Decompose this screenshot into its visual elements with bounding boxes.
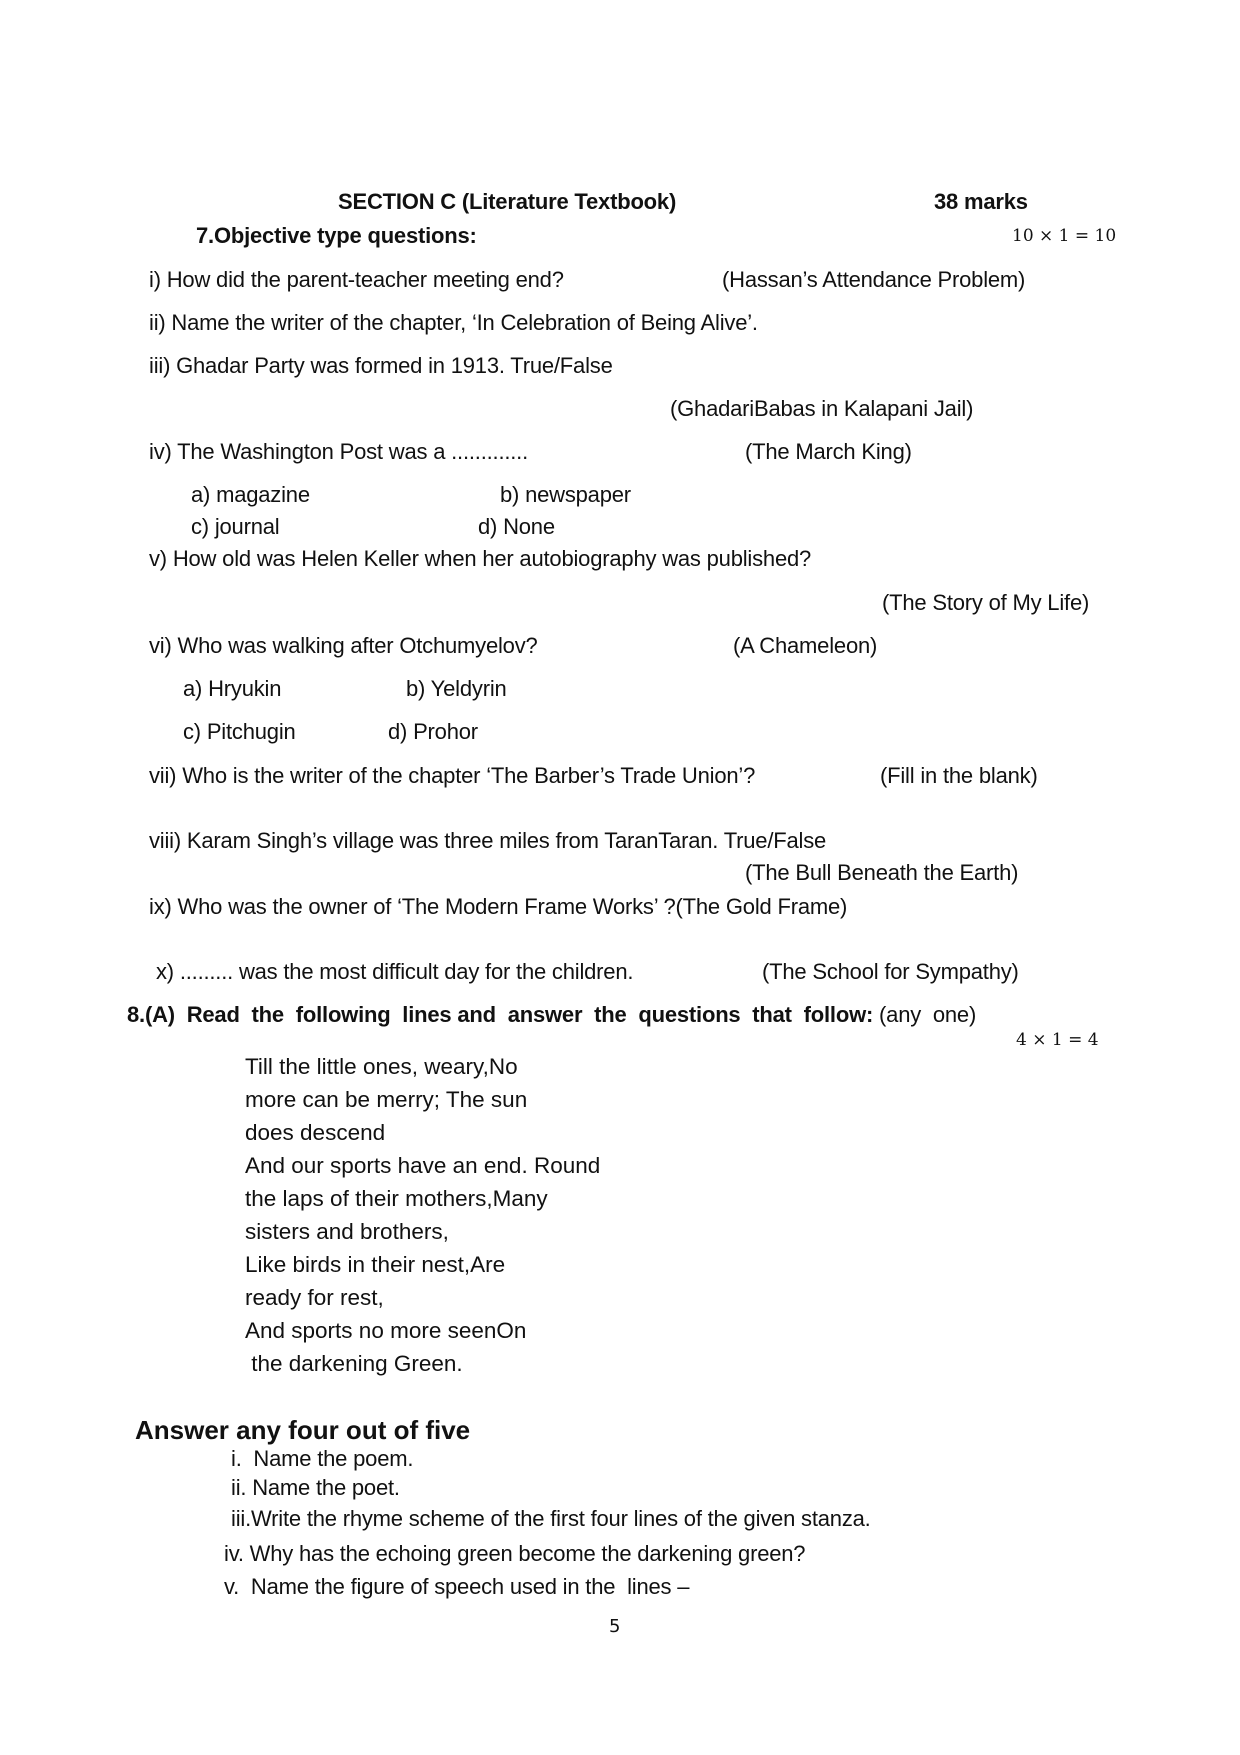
q7-item-10: x) ......... was the most difficult day for the children.: [156, 959, 634, 984]
q7-item-7-source: (Fill in the blank): [880, 763, 1038, 788]
q7-item-6-option-b: b) Yeldyrin: [406, 676, 507, 701]
q7-item-4-option-c: c) journal: [191, 514, 280, 539]
q7-item-5-source: (The Story of My Life): [882, 590, 1090, 615]
q8-heading-row: [127, 1002, 976, 1028]
q7-item-4-option-b: b) newspaper: [500, 482, 631, 507]
poem-line: sisters and brothers,: [245, 1219, 449, 1244]
q7-item-4-option-a: a) magazine: [191, 482, 310, 507]
q7-item-5: v) How old was Helen Keller when her autobiography was published?: [149, 546, 812, 571]
q7-item-3-source: (GhadariBabas in Kalapani Jail): [670, 396, 974, 421]
q7-item-7: vii) Who is the writer of the chapter ‘The Barber’s Trade Union’?: [149, 763, 756, 788]
q8-question-5: v. Name the figure of speech used in the lines –: [224, 1574, 690, 1599]
q7-item-4-option-d: d) None: [478, 514, 555, 539]
q7-item-1-source: (Hassan’s Attendance Problem): [722, 267, 1026, 292]
page-number: 5: [609, 1616, 621, 1637]
q8-sub-heading: Answer any four out of five: [135, 1415, 471, 1445]
q7-item-6-option-d: d) Prohor: [388, 719, 478, 744]
q8-marks: 4 × 1 = 4: [1016, 1030, 1099, 1050]
q8-question-2: ii. Name the poet.: [231, 1475, 400, 1500]
q7-item-2: ii) Name the writer of the chapter, ‘In Celebration of Being Alive’.: [149, 310, 758, 335]
poem-line: more can be merry; The sun: [245, 1087, 528, 1112]
q7-item-8: viii) Karam Singh’s village was three miles from TaranTaran. True/False: [149, 828, 827, 853]
poem-line: the darkening Green.: [245, 1351, 463, 1376]
q7-item-4: iv) The Washington Post was a .............: [149, 439, 528, 464]
poem-extract: [245, 1050, 600, 1380]
q8-question-4: iv. Why has the echoing green become the darkening green?: [224, 1541, 806, 1566]
poem-line: Like birds in their nest,Are: [245, 1252, 506, 1277]
poem-line: And sports no more seenOn: [245, 1318, 527, 1343]
section-title: SECTION C (Literature Textbook): [338, 189, 677, 214]
q7-item-9: ix) Who was the owner of ‘The Modern Frame Works’ ?(The Gold Frame): [149, 894, 848, 919]
poem-line: And our sports have an end. Round: [245, 1153, 601, 1178]
q7-item-8-source: (The Bull Beneath the Earth): [745, 860, 1019, 885]
section-marks: 38 marks: [934, 189, 1028, 214]
q7-item-6-option-a: a) Hryukin: [183, 676, 282, 701]
q7-item-3: iii) Ghadar Party was formed in 1913. True/False: [149, 353, 613, 378]
q8-choice: (any one): [879, 1002, 977, 1027]
q7-marks: 10 × 1 = 10: [1012, 226, 1117, 246]
q7-item-4-source: (The March King): [745, 439, 912, 464]
q7-item-6-source: (A Chameleon): [733, 633, 878, 658]
q8-heading: 8.(A) Read the following lines and answer the questions that follow:: [127, 1002, 874, 1027]
poem-line: does descend: [245, 1120, 386, 1145]
q8-question-3: iii.Write the rhyme scheme of the first four lines of the given stanza.: [231, 1506, 871, 1531]
q7-item-6-option-c: c) Pitchugin: [183, 719, 296, 744]
q7-item-1: i) How did the parent-teacher meeting end?: [149, 267, 564, 292]
q8-question-1: i. Name the poem.: [231, 1446, 414, 1471]
q7-heading: 7.Objective type questions:: [196, 223, 477, 248]
poem-line: the laps of their mothers,Many: [245, 1186, 548, 1211]
poem-line: Till the little ones, weary,No: [245, 1054, 518, 1079]
poem-line: ready for rest,: [245, 1285, 384, 1310]
q7-item-6: vi) Who was walking after Otchumyelov?: [149, 633, 538, 658]
q7-item-10-source: (The School for Sympathy): [762, 959, 1019, 984]
